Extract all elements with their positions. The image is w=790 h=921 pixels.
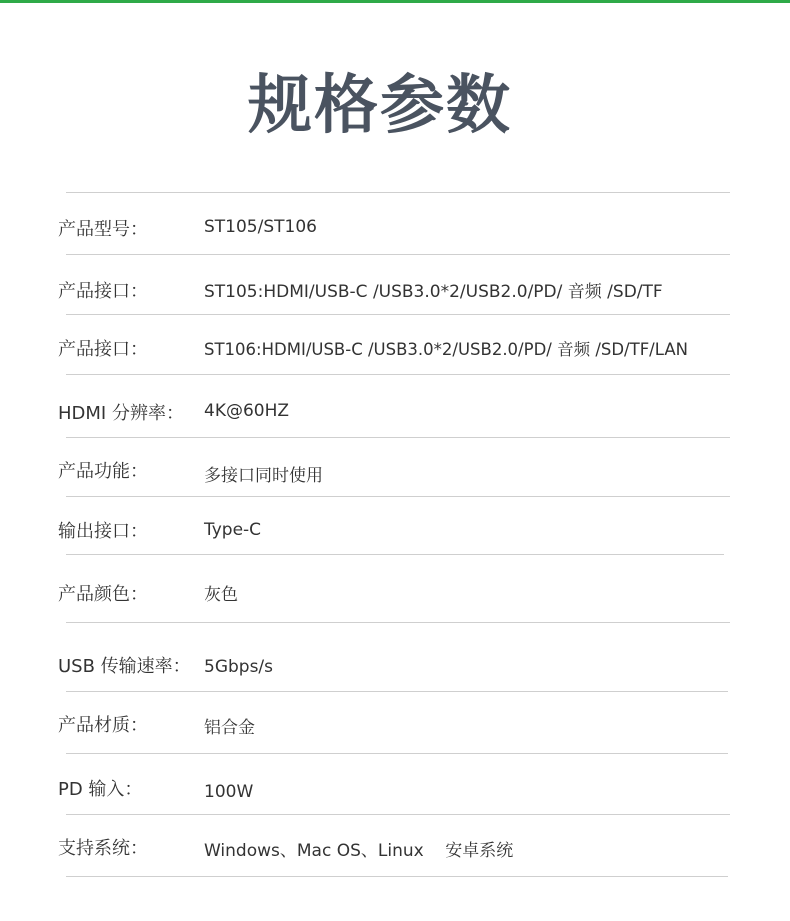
spec-row-pd-input <box>0 775 790 805</box>
spec-label: 产品功能： <box>58 461 148 482</box>
divider <box>66 192 730 193</box>
spec-label: 输出接口： <box>58 521 148 542</box>
divider <box>66 254 730 255</box>
spec-label: 产品接口： <box>58 281 148 302</box>
spec-label: USB 传输速率： <box>58 656 191 677</box>
divider <box>66 691 728 692</box>
spec-label: 产品接口： <box>58 339 148 360</box>
spec-label: 支持系统： <box>58 838 148 859</box>
spec-value: 灰色 <box>204 585 238 605</box>
spec-value: 铝合金 <box>204 718 255 738</box>
spec-row-output-port <box>0 517 790 547</box>
divider <box>66 622 730 623</box>
spec-row-ports-st105 <box>0 277 790 307</box>
spec-value: 5Gbps/s <box>204 657 274 677</box>
spec-row-model <box>0 215 790 245</box>
spec-label: 产品型号： <box>58 219 148 240</box>
spec-label: HDMI 分辨率： <box>58 403 184 424</box>
spec-row-material <box>0 711 790 741</box>
divider <box>66 554 724 555</box>
page-title: 规格参数 <box>248 69 512 143</box>
divider <box>66 437 730 438</box>
spec-label: PD 输入： <box>58 779 143 800</box>
spec-label: 产品材质： <box>58 715 148 736</box>
spec-row-supported-os <box>0 834 790 864</box>
spec-row-color <box>0 580 790 610</box>
spec-row-usb-speed <box>0 652 790 682</box>
divider <box>66 814 730 815</box>
spec-value: ST105/ST106 <box>204 217 317 237</box>
spec-value: Type-C <box>204 520 262 540</box>
top-accent-bar <box>0 0 790 3</box>
spec-row-function <box>0 457 790 487</box>
divider <box>66 876 728 877</box>
spec-value: ST106:HDMI/USB-C /USB3.0*2/USB2.0/PD/ 音频 /SD/TF/LAN <box>204 340 688 359</box>
spec-value: Windows、Mac OS、Linux 安卓系统 <box>204 841 514 861</box>
spec-label: 产品颜色： <box>58 584 148 605</box>
divider <box>66 374 730 375</box>
divider <box>66 496 730 497</box>
spec-row-ports-st106 <box>0 335 790 365</box>
spec-value: 100W <box>204 782 254 802</box>
divider <box>66 753 728 754</box>
spec-value: 多接口同时使用 <box>204 466 323 486</box>
spec-value: 4K@60HZ <box>204 401 290 421</box>
divider <box>66 314 730 315</box>
spec-value: ST105:HDMI/USB-C /USB3.0*2/USB2.0/PD/ 音频 /SD/TF <box>204 282 663 302</box>
spec-row-hdmi-resolution <box>0 399 790 429</box>
